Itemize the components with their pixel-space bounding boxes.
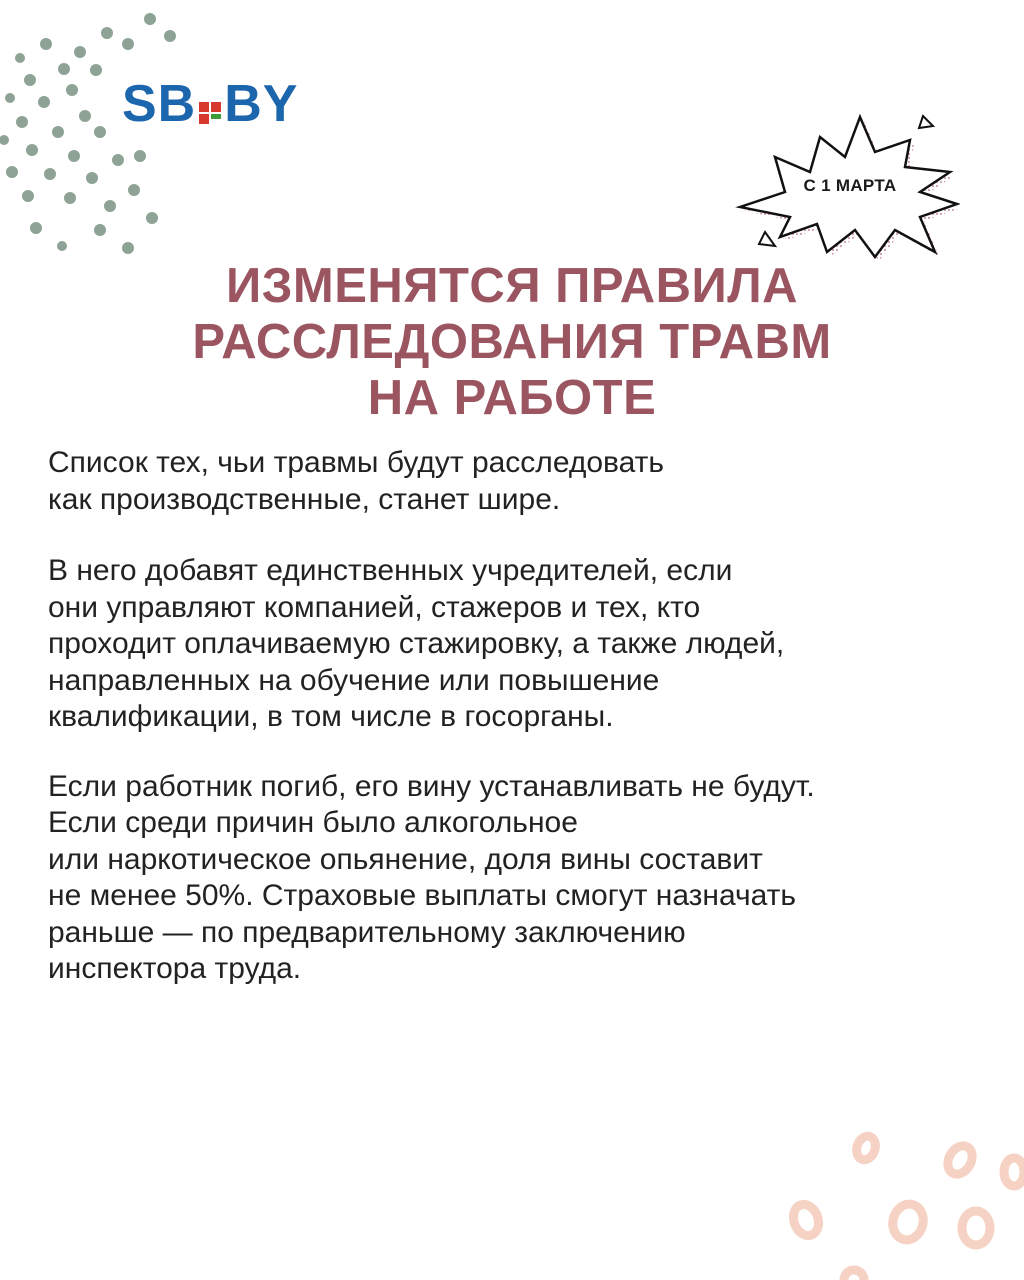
logo-text-right: BY <box>224 75 299 133</box>
article-body <box>48 445 998 1021</box>
text-line: или наркотическое опьянение, доля вины составит <box>48 842 763 876</box>
text-line: как производственные, станет шире. <box>48 482 561 516</box>
title-line: НА РАБОТЕ <box>367 371 657 425</box>
text-line: Если работник погиб, его вину устанавливать не будут. <box>48 769 815 803</box>
paragraph-liability <box>48 769 998 988</box>
text-line: они управляют компанией, стажеров и тех, кто <box>48 590 701 624</box>
page-title <box>0 258 1024 426</box>
paragraph-additions <box>48 553 998 736</box>
sb-by-logo <box>122 75 299 133</box>
text-line: не менее 50%. Страховые выплаты смогут назначать <box>48 879 797 912</box>
title-line: ИЗМЕНЯТСЯ ПРАВИЛА <box>225 259 799 313</box>
text-line: направленных на обучение или повышение <box>48 663 660 697</box>
dot-pattern-decoration <box>0 0 240 260</box>
text-line: квалификации, в том числе в госорганы. <box>48 700 614 733</box>
badge-date-label: С 1 МАРТА <box>803 176 897 195</box>
text-line: Список тех, чьи травмы будут расследовать <box>48 446 665 479</box>
text-line: Если среди причин было алкогольное <box>48 806 578 839</box>
text-line: инспектора труда. <box>48 952 302 985</box>
logo-text-left: SB <box>122 75 197 133</box>
paragraph-intro <box>48 445 998 518</box>
text-line: проходит оплачиваемую стажировку, а также людей, <box>48 627 785 660</box>
flag-icon <box>199 102 221 124</box>
ring-pattern-decoration <box>764 1130 1024 1280</box>
text-line: раньше — по предварительному заключению <box>48 915 686 949</box>
text-line: В него добавят единственных учредителей, если <box>48 554 733 587</box>
title-line: РАССЛЕДОВАНИЯ ТРАВМ <box>192 315 832 369</box>
